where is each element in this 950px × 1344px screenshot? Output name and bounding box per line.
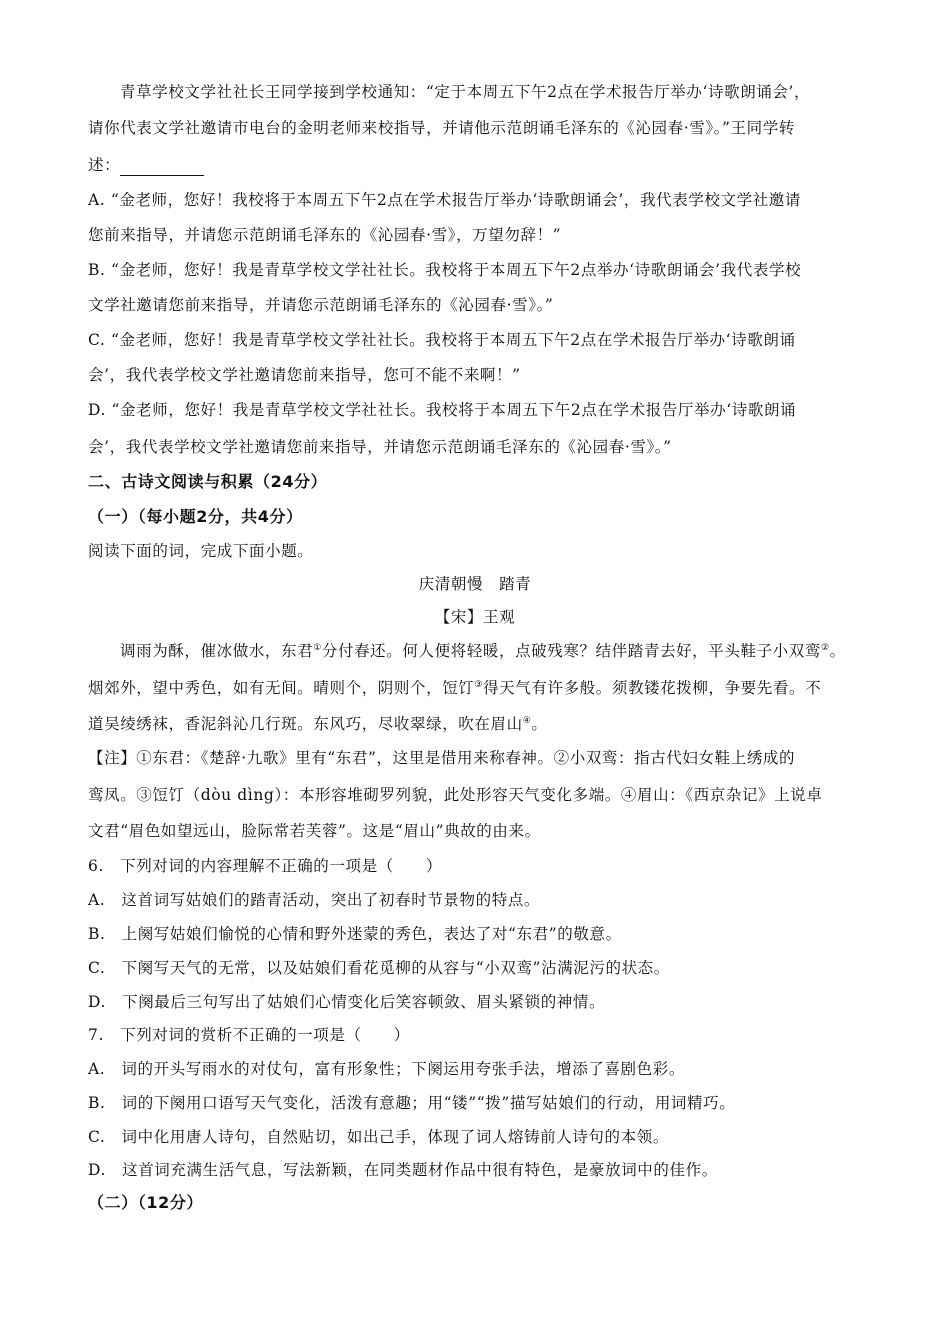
q6-option-a: A. 这首词写姑娘们的踏青活动，突出了初春时节景物的特点。 bbox=[88, 891, 541, 909]
q7-option-c: C. 词中化用唐人诗句，自然贴切，如出己手，体现了词人熔铸前人诗句的本领。 bbox=[88, 1128, 669, 1146]
q5-stem-text: 述： bbox=[88, 156, 121, 174]
q5-stem-line-3 bbox=[88, 154, 878, 176]
poem-text: 。 bbox=[531, 715, 548, 733]
reading-instruction: 阅读下面的词，完成下面小题。 bbox=[88, 542, 314, 560]
poem-text: 得天气有许多般。须教镂花拨柳，争要先看。不 bbox=[483, 679, 822, 697]
q5-option-d-line-2: 会’，我代表学校文学社邀请您前来指导，并请您示范朗诵毛泽东的《沁园春·雪》。” bbox=[88, 438, 672, 456]
answer-blank bbox=[120, 159, 204, 176]
question-6: 6. 下列对词的内容理解不正确的一项是（ ） bbox=[88, 857, 443, 875]
q5-option-a-line-1: A. “金老师，您好！我校将于本周五下午2点在学术报告厅举办‘诗歌朗诵会’，我代表学校文学社邀请 bbox=[88, 191, 801, 209]
poem-line-2 bbox=[88, 677, 878, 699]
poem-text: 烟郊外，望中秀色，如有无间。晴则个，阴则个，饾饤 bbox=[88, 679, 475, 697]
q6-option-d: D. 下阕最后三句写出了姑娘们心情变化后笑容顿敛、眉头紧锁的神情。 bbox=[88, 993, 606, 1011]
q5-option-b-line-1: B. “金老师，您好！我是青草学校文学社社长。我校将于本周五下午2点举办‘诗歌朗诵会’我代表学校 bbox=[88, 261, 802, 279]
poem-line-3 bbox=[88, 713, 878, 735]
q5-option-a-line-2: 您前来指导，并请您示范朗诵毛泽东的《沁园春·雪》，万望勿辞！” bbox=[88, 226, 562, 244]
footnote-marker: ④ bbox=[522, 715, 532, 726]
q5-option-b-line-2: 文学社邀请您前来指导，并请您示范朗诵毛泽东的《沁园春·雪》。” bbox=[88, 296, 554, 314]
q6-option-b: B. 上阕写姑娘们愉悦的心情和野外迷蒙的秀色，表达了对“东君”的敬意。 bbox=[88, 925, 622, 943]
poem-text: 。 bbox=[829, 642, 846, 660]
poem-text: 道吴绫绣袜，香泥斜沁几行斑。东风巧，尽收翠绿，吹在眉山 bbox=[88, 715, 523, 733]
q7-option-a: A. 词的开头写雨水的对仗句，富有形象性；下阕运用夸张手法，增添了喜剧色彩。 bbox=[88, 1060, 685, 1078]
note-line-2: 鸾凤。③饾饤（dòu dìng）：本形容堆砌罗列貌，此处形容天气变化多端。④眉山：《西京杂记》上说卓 bbox=[88, 786, 823, 804]
footnote-marker: ① bbox=[313, 642, 322, 653]
q5-option-d-line-1: D. “金老师，您好！我是青草学校文学社社长。我校将于本周五下午2点在学术报告厅举办‘诗歌朗诵 bbox=[88, 401, 797, 419]
question-7: 7. 下列对词的赏析不正确的一项是（ ） bbox=[88, 1026, 410, 1044]
q5-option-c-line-1: C. “金老师，您好！我是青草学校文学社社长。我校将于本周五下午2点在学术报告厅举办‘诗歌朗诵 bbox=[88, 331, 796, 349]
q7-option-d: D. 这首词充满生活气息，写法新颖，在同类题材作品中很有特色，是豪放词中的佳作。 bbox=[88, 1161, 718, 1179]
q7-option-b: B. 词的下阕用口语写天气变化，活泼有意趣；用“镂”“拨”描写姑娘们的行动，用词精巧。 bbox=[88, 1094, 736, 1112]
note-line-3: 文君“眉色如望远山，脸际常若芙蓉”。这是“眉山”典故的由来。 bbox=[88, 822, 541, 840]
poem-line-1 bbox=[120, 640, 878, 662]
note-line-1: 【注】①东君：《楚辞·九歌》里有“东君”，这里是借用来称春神。②小双鸾：指古代妇女鞋上绣成的 bbox=[88, 749, 796, 767]
poem-text: 调雨为酥，催冰做水，东君 bbox=[120, 642, 314, 660]
part-2-heading: （二）（12分） bbox=[88, 1193, 204, 1212]
section-title: 二、古诗文阅读与积累（24分） bbox=[88, 472, 328, 491]
footnote-marker: ③ bbox=[474, 679, 484, 690]
q5-option-c-line-2: 会’，我代表学校文学社邀请您前来指导，您可不能不来啊！” bbox=[88, 366, 521, 384]
part-1-heading: （一）（每小题2分，共4分） bbox=[88, 507, 303, 526]
q6-option-c: C. 下阕写天气的无常，以及姑娘们看花觅柳的从容与“小双鸾”沾满泥污的状态。 bbox=[88, 959, 670, 977]
q5-stem-line-1: 青草学校文学社社长王同学接到学校通知：“定于本周五下午2点在学术报告厅举办‘诗歌朗诵会’， bbox=[120, 83, 811, 101]
q5-stem-line-2: 请你代表文学社邀请市电台的金明老师来校指导，并请他示范朗诵毛泽东的《沁园春·雪》。”王同学转 bbox=[88, 119, 795, 137]
poem-title: 庆清朝慢 踏青 bbox=[418, 575, 532, 593]
poem-author: 【宋】王观 bbox=[434, 608, 516, 626]
footnote-marker: ② bbox=[820, 642, 830, 653]
poem-text: 分付春还。何人便将轻暖，点破残寒？结伴踏青去好，平头鞋子小双鸾 bbox=[321, 642, 821, 660]
